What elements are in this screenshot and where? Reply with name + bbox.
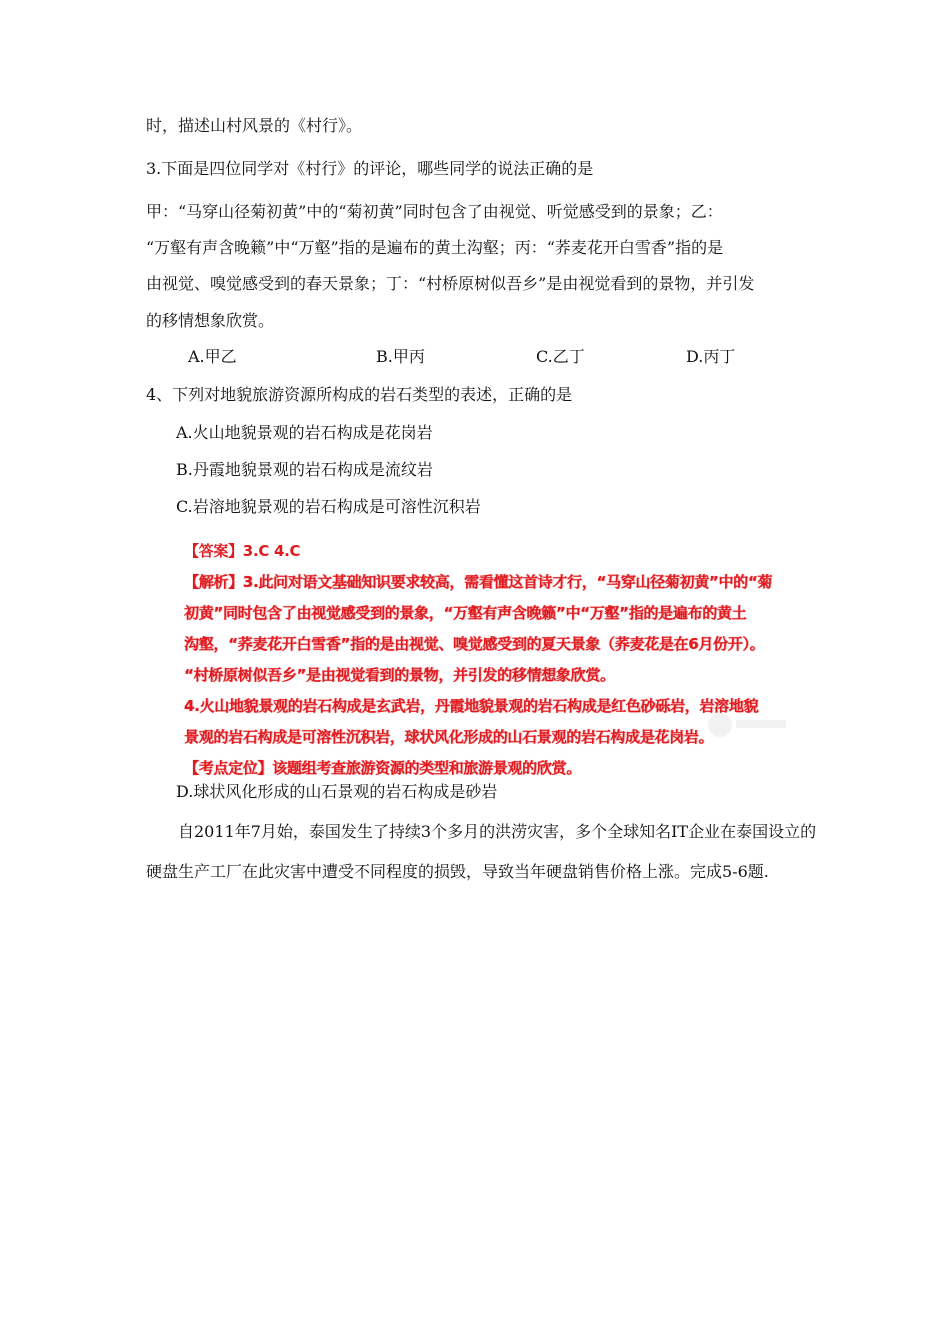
question-3-text-line: “万壑有声含晚籁”中“万壑”指的是遍布的黄土沟壑；丙：“荞麦花开白雪香”指的是	[146, 238, 724, 257]
question-4-option-d: D.球状风化形成的山石景观的岩石构成是砂岩	[176, 782, 498, 801]
option-a: A.甲乙	[188, 347, 237, 366]
option-d: D.丙丁	[686, 347, 736, 366]
option-c: C.乙丁	[536, 347, 585, 366]
question-3-text-line: 甲：“马穿山径菊初黄”中的“菊初黄”同时包含了由视觉、听觉感受到的景象；乙：	[146, 202, 723, 221]
watermark-icon	[700, 700, 790, 750]
explanation-line: 景观的岩石构成是可溶性沉积岩，球状风化形成的山石景观的岩石构成是花岗岩。	[184, 728, 714, 746]
question-3-text-line: 由视觉、嗅觉感受到的春天景象；丁：“村桥原树似吾乡”是由视觉看到的景物，并引发	[146, 274, 755, 293]
question-3-stem: 3.下面是四位同学对《村行》的评论，哪些同学的说法正确的是	[146, 159, 594, 178]
explanation-line: “村桥原树似吾乡”是由视觉看到的景物，并引发的移情想象欣赏。	[184, 666, 615, 684]
exam-point-line: 【考点定位】该题组考查旅游资源的类型和旅游景观的欣赏。	[184, 759, 581, 777]
text-line: 时，描述山村风景的《村行》。	[146, 116, 363, 135]
explanation-line: 4.火山地貌景观的岩石构成是玄武岩，丹霞地貌景观的岩石构成是红色砂砾岩，岩溶地貌	[184, 697, 759, 715]
passage-paragraph: 自2011年7月始，泰国发生了持续3个多月的洪涝灾害，多个全球知名IT企业在泰国设立的硬盘生产工厂在此灾害中遭受不同程度的损毁，导致当年硬盘销售价格上涨。完成5-6题.	[146, 822, 817, 881]
question-4-option-a: A.火山地貌景观的岩石构成是花岗岩	[176, 423, 433, 442]
answer-line: 【答案】3.C 4.C	[184, 542, 301, 560]
question-4-option-b: B.丹霞地貌景观的岩石构成是流纹岩	[176, 460, 433, 479]
explanation-line: 【解析】3.此问对语文基础知识要求较高，需看懂这首诗才行，“马穿山径菊初黄”中的“菊	[184, 573, 773, 591]
explanation-line: 初黄”同时包含了由视觉感受到的景象，“万壑有声含晚籁”中“万壑”指的是遍布的黄土	[184, 604, 747, 622]
question-3-text-line: 的移情想象欣赏。	[146, 311, 275, 330]
question-4-option-c: C.岩溶地貌景观的岩石构成是可溶性沉积岩	[176, 497, 481, 516]
question-4-stem: 4、下列对地貌旅游资源所构成的岩石类型的表述，正确的是	[146, 385, 573, 404]
option-b: B.甲丙	[376, 347, 425, 366]
explanation-line: 沟壑，“荞麦花开白雪香”指的是由视觉、嗅觉感受到的夏天景象（荞麦花是在6月份开）。	[184, 635, 765, 653]
